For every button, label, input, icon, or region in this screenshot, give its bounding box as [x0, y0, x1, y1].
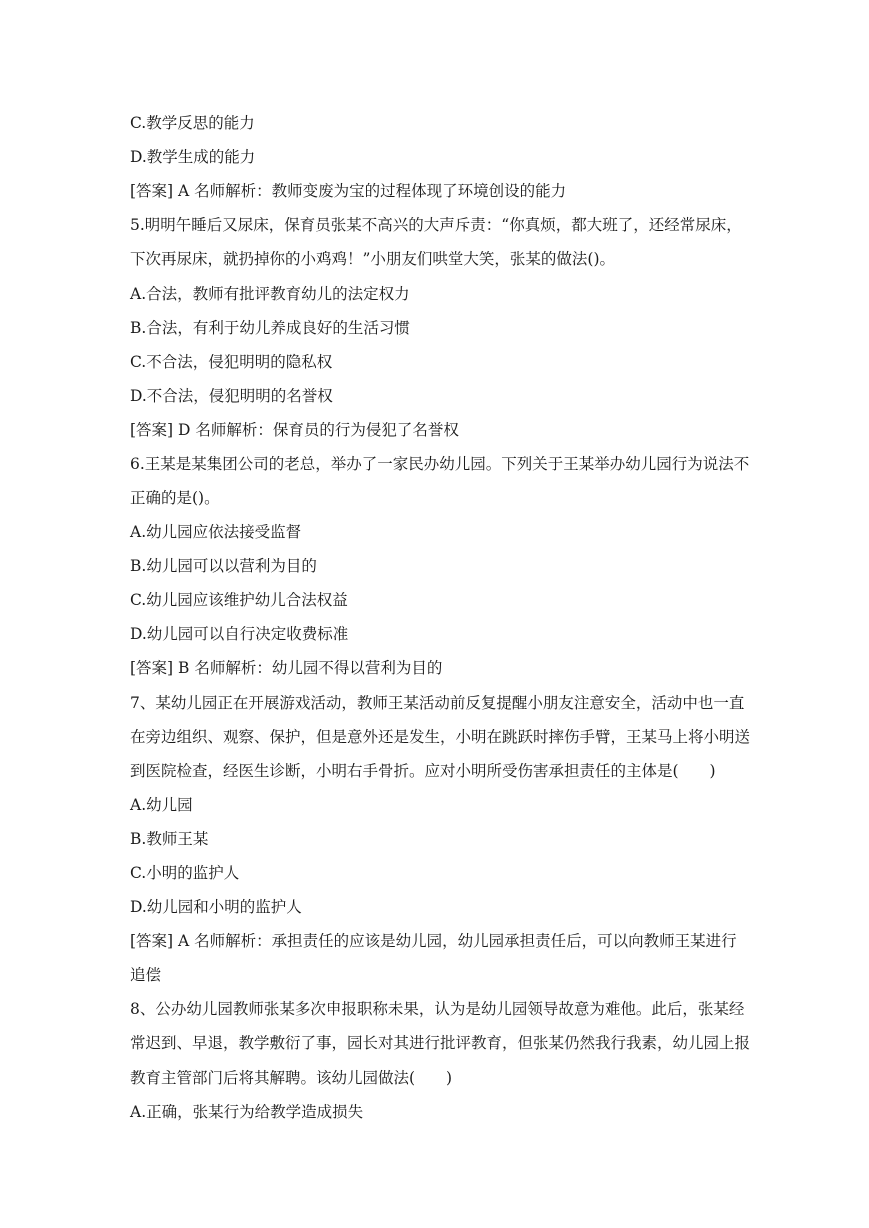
option-b-q6: B.幼儿园可以以营利为目的	[130, 557, 317, 575]
option-a-q8: A.正确，张某行为给教学造成损失	[130, 1103, 364, 1121]
option-a-q6: A.幼儿园应依法接受监督	[130, 523, 302, 541]
option-a-q5: A.合法，教师有批评教育幼儿的法定权力	[130, 285, 410, 303]
option-d-q6: D.幼儿园可以自行决定收费标准	[130, 625, 349, 643]
option-d-q7: D.幼儿园和小明的监护人	[130, 898, 302, 916]
question-8-line-2: 常迟到、早退，教学敷衍了事，园长对其进行批评教育，但张某仍然我行我素，幼儿园上报	[130, 1034, 751, 1052]
option-a-q7: A.幼儿园	[130, 796, 193, 814]
answer-q4: [答案] A 名师解析：教师变废为宝的过程体现了环境创设的能力	[130, 182, 567, 200]
option-c-q5: C.不合法，侵犯明明的隐私权	[130, 353, 333, 371]
answer-q6: [答案] B 名师解析：幼儿园不得以营利为目的	[130, 659, 443, 677]
question-8-line-3: 教育主管部门后将其解聘。该幼儿园做法( )	[130, 1069, 453, 1087]
question-7-line-2: 在旁边组织、观察、保护，但是意外还是发生，小明在跳跃时摔伤手臂，王某马上将小明送	[130, 728, 751, 746]
question-6-line-1: 6.王某是某集团公司的老总，举办了一家民办幼儿园。下列关于王某举办幼儿园行为说法不	[130, 455, 750, 473]
answer-q7-line-1: [答案] A 名师解析：承担责任的应该是幼儿园，幼儿园承担责任后，可以向教师王某进行	[130, 932, 737, 950]
question-5-line-1: 5.明明午睡后又尿床，保育员张某不高兴的大声斥责：“你真烦，都大班了，还经常尿床，	[130, 216, 742, 234]
question-8-line-1: 8、公办幼儿园教师张某多次申报职称未果，认为是幼儿园领导故意为难他。此后，张某经	[130, 1000, 745, 1018]
option-c-q6: C.幼儿园应该维护幼儿合法权益	[130, 591, 348, 609]
question-5-line-2: 下次再尿床，就扔掉你的小鸡鸡！”小朋友们哄堂大笑，张某的做法()。	[130, 250, 616, 268]
option-c-q4: C.教学反思的能力	[130, 114, 255, 132]
question-6-line-2: 正确的是()。	[130, 489, 220, 507]
option-d-q5: D.不合法，侵犯明明的名誉权	[130, 387, 333, 405]
answer-q7-line-2: 追偿	[130, 966, 162, 984]
answer-q5: [答案] D 名师解析：保育员的行为侵犯了名誉权	[130, 421, 459, 439]
question-7-line-3: 到医院检查，经医生诊断，小明右手骨折。应对小明所受伤害承担责任的主体是( )	[130, 762, 716, 780]
option-d-q4: D.教学生成的能力	[130, 148, 256, 166]
question-7-line-1: 7、某幼儿园正在开展游戏活动，教师王某活动前反复提醒小朋友注意安全，活动中也一直	[130, 694, 745, 712]
option-c-q7: C.小明的监护人	[130, 864, 240, 882]
option-b-q7: B.教师王某	[130, 830, 209, 848]
option-b-q5: B.合法，有利于幼儿养成良好的生活习惯	[130, 319, 410, 337]
